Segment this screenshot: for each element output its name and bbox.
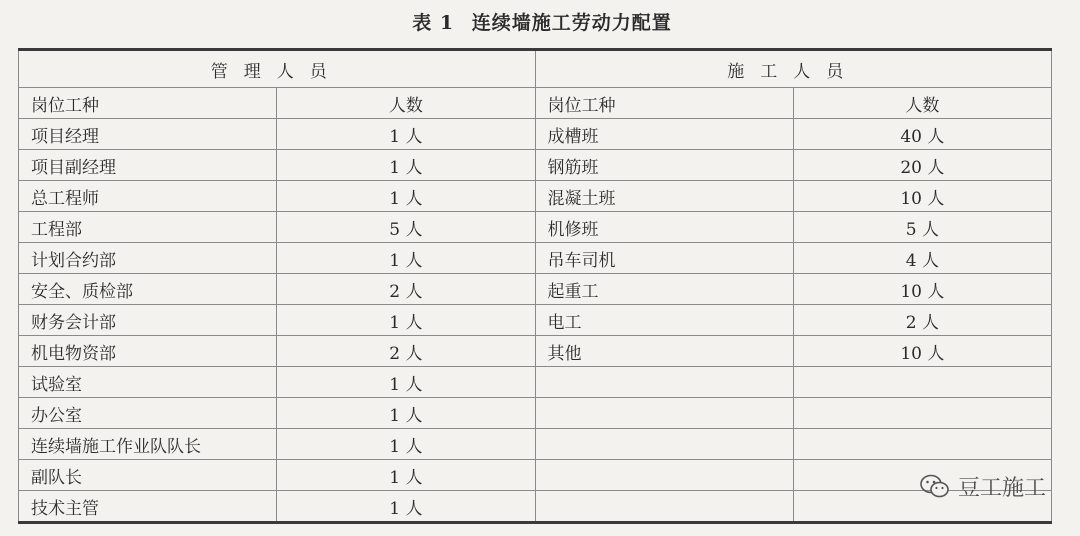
cons-role-cell: 起重工 [535,274,793,305]
table-title [0,8,1080,35]
management-header: 管理人员 [19,50,536,88]
mgmt-role-cell: 工程部 [19,212,277,243]
table-row [19,150,1052,181]
mgmt-count-cell: 5 人 [277,212,535,243]
table-number: 表 1 [412,12,455,34]
table-row [19,429,1052,460]
table-row [19,119,1052,150]
cons-count-cell [793,398,1051,429]
mgmt-role-header: 岗位工种 [19,88,277,119]
cons-count-cell: 5 人 [793,212,1051,243]
cons-role-cell: 钢筋班 [535,150,793,181]
cons-count-cell: 2 人 [793,305,1051,336]
cons-count-cell: 10 人 [793,274,1051,305]
table-caption: 连续墙施工劳动力配置 [471,12,672,34]
labor-table [18,48,1052,524]
mgmt-count-cell: 1 人 [277,243,535,274]
table-row [19,336,1052,367]
mgmt-count-cell: 1 人 [277,398,535,429]
mgmt-role-cell: 连续墙施工作业队队长 [19,429,277,460]
watermark [920,471,1046,502]
cons-role-cell [535,398,793,429]
cons-role-cell [535,491,793,523]
mgmt-role-cell: 计划合约部 [19,243,277,274]
construction-header: 施工人员 [535,50,1052,88]
mgmt-count-cell: 1 人 [277,460,535,491]
mgmt-count-cell: 1 人 [277,150,535,181]
cons-role-cell [535,367,793,398]
watermark-text: 豆工施工 [957,476,1046,501]
mgmt-role-cell: 财务会计部 [19,305,277,336]
mgmt-role-cell: 安全、质检部 [19,274,277,305]
table-row [19,460,1052,491]
mgmt-role-cell: 项目经理 [19,119,277,150]
mgmt-count-cell: 1 人 [277,181,535,212]
mgmt-role-cell: 试验室 [19,367,277,398]
mgmt-role-cell: 技术主管 [19,491,277,523]
mgmt-role-cell: 机电物资部 [19,336,277,367]
cons-count-cell: 20 人 [793,150,1051,181]
table-row [19,367,1052,398]
cons-role-cell: 混凝土班 [535,181,793,212]
mgmt-count-cell: 1 人 [277,429,535,460]
cons-role-cell: 电工 [535,305,793,336]
mgmt-count-cell: 1 人 [277,367,535,398]
cons-role-cell: 其他 [535,336,793,367]
table-row [19,398,1052,429]
table-row [19,491,1052,523]
mgmt-count-cell: 2 人 [277,336,535,367]
group-header-row [19,50,1052,88]
cons-count-cell: 10 人 [793,181,1051,212]
mgmt-role-cell: 项目副经理 [19,150,277,181]
cons-role-cell [535,429,793,460]
mgmt-role-cell: 副队长 [19,460,277,491]
mgmt-count-cell: 1 人 [277,305,535,336]
mgmt-count-header: 人数 [277,88,535,119]
cons-role-cell: 成槽班 [535,119,793,150]
cons-count-cell [793,429,1051,460]
cons-count-header: 人数 [793,88,1051,119]
table-row [19,305,1052,336]
mgmt-role-cell: 总工程师 [19,181,277,212]
column-header-row [19,88,1052,119]
mgmt-count-cell: 1 人 [277,491,535,523]
cons-count-cell: 40 人 [793,119,1051,150]
table-row [19,181,1052,212]
cons-role-header: 岗位工种 [535,88,793,119]
cons-count-cell [793,367,1051,398]
mgmt-count-cell: 1 人 [277,119,535,150]
wechat-icon [920,474,950,500]
cons-role-cell [535,460,793,491]
table-row [19,212,1052,243]
mgmt-role-cell: 办公室 [19,398,277,429]
table-row [19,274,1052,305]
table-row [19,243,1052,274]
mgmt-count-cell: 2 人 [277,274,535,305]
cons-count-cell: 4 人 [793,243,1051,274]
cons-role-cell: 机修班 [535,212,793,243]
cons-role-cell: 吊车司机 [535,243,793,274]
cons-count-cell: 10 人 [793,336,1051,367]
